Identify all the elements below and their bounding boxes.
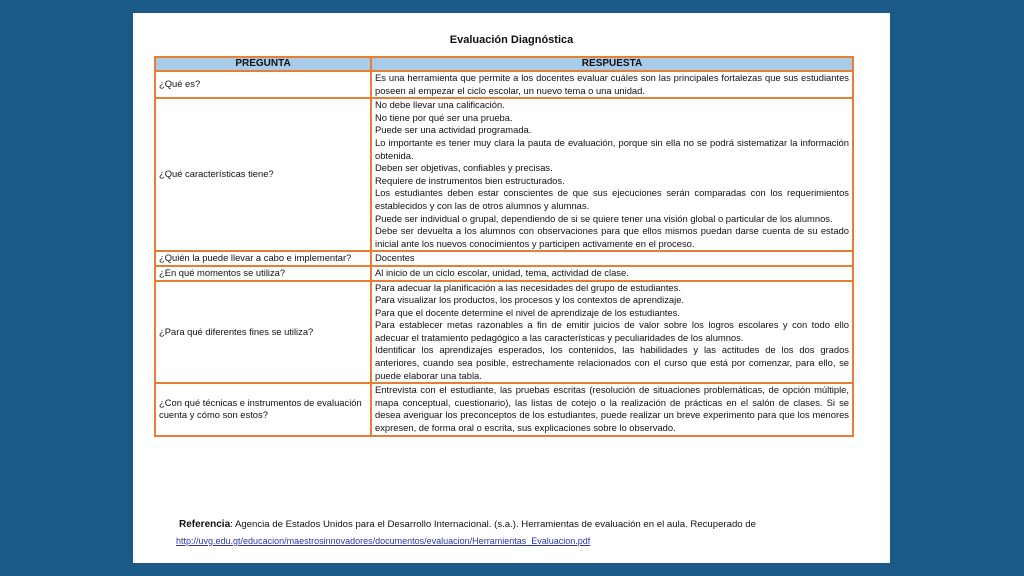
answer-line: No tiene por qué ser una prueba. bbox=[375, 111, 513, 123]
answer-cell bbox=[371, 71, 853, 98]
question-cell: ¿Con qué técnicas e instrumentos de evaluación cuenta y cómo son estos? bbox=[155, 383, 371, 435]
table-row bbox=[155, 98, 853, 251]
answer-cell bbox=[371, 98, 853, 251]
table-row bbox=[155, 383, 853, 435]
answer-line: Para que el docente determine el nivel de aprendizaje de los estudiantes. bbox=[375, 306, 680, 318]
answer-line: Para establecer metas razonables a fin de emitir juicios de valor sobre los logros escolares y con todo ello adecuar el tratamiento pedagógico a las características y peculiaridades de los alumnos. bbox=[375, 319, 849, 343]
question-cell: ¿En qué momentos se utiliza? bbox=[155, 266, 371, 281]
answer-line: Debe ser devuelta a los alumnos con observaciones para que ellos mismos puedan darse cuenta de su estado inicial ante los nuevos conocimientos y participen activamente en el proceso. bbox=[375, 225, 849, 249]
document-title: Evaluación Diagnóstica bbox=[449, 34, 574, 46]
header-pregunta: PREGUNTA bbox=[155, 57, 371, 71]
answer-line: Deben ser objetivas, confiables y precisas. bbox=[375, 162, 553, 174]
table-row bbox=[155, 281, 853, 384]
answer-line: Puede ser una actividad programada. bbox=[375, 124, 532, 136]
answer-line: Los estudiantes deben estar conscientes de que sus ejecuciones serán comparadas con los requerimientos establecidos y con las de otros alumnos y alumnas. bbox=[375, 187, 849, 211]
question-cell: ¿Para qué diferentes fines se utiliza? bbox=[155, 281, 371, 384]
question-cell: ¿Qué características tiene? bbox=[155, 98, 371, 251]
reference bbox=[179, 519, 756, 530]
question-cell: ¿Quién la puede llevar a cabo e implementar? bbox=[155, 251, 371, 266]
answer-line: Lo importante es tener muy clara la pauta de evaluación, porque sin ella no se podrá sistematizar la información obtenida. bbox=[375, 136, 849, 161]
table-row bbox=[155, 71, 853, 98]
answer-cell bbox=[371, 383, 853, 435]
reference-label: Referencia bbox=[179, 519, 231, 530]
answer-line: Docentes bbox=[375, 252, 415, 264]
answer-line: Para visualizar los productos, los procesos y los contextos de aprendizaje. bbox=[375, 294, 685, 306]
question-cell: ¿Qué es? bbox=[155, 71, 371, 98]
answer-line: Requiere de instrumentos bien estructurados. bbox=[375, 174, 565, 186]
answer-cell bbox=[371, 251, 853, 266]
answer-line: Puede ser individual o grupal, dependiendo de si se quiere tener una visión global o particular de los alumnos. bbox=[375, 212, 833, 224]
header-respuesta: RESPUESTA bbox=[371, 57, 853, 71]
reference-text: : Agencia de Estados Unidos para el Desarrollo Internacional. (s.a.). Herramientas de evaluación en el aula. Recuperado de bbox=[230, 519, 756, 530]
table-header-row bbox=[155, 57, 853, 71]
answer-line: No debe llevar una calificación. bbox=[375, 99, 505, 111]
table-row bbox=[155, 251, 853, 266]
document-page bbox=[133, 13, 890, 563]
answer-line: Para adecuar la planificación a las necesidades del grupo de estudiantes. bbox=[375, 281, 681, 293]
answer-line: Al inicio de un ciclo escolar, unidad, tema, actividad de clase. bbox=[375, 266, 629, 278]
answer-cell bbox=[371, 266, 853, 281]
reference-link[interactable]: http://uvg.edu.gt/educacion/maestrosinnovadores/documentos/evaluacion/Herramientas_Evaluacion.pdf bbox=[176, 536, 591, 546]
table-row bbox=[155, 266, 853, 281]
answer-line: Identificar los aprendizajes esperados, los contenidos, las habilidades y las actitudes de los dos grados anteriores, cuando sea posible, estrechamente relacionados con el curso que está por comenzar, para ello, se puede elaborar una tabla. bbox=[375, 344, 849, 381]
table-body bbox=[155, 71, 853, 436]
answer-line: Entrevista con el estudiante, las pruebas escritas (resolución de situaciones problemáticas, de opción múltiple, mapa conceptual, cuestionario), las listas de cotejo o la realización de prácticas en el salón de clases. Si se desea averiguar los preconceptos de los estudiantes, puede realizar un breve experimento para que los menores expresen, de forma oral o escrita, sus explicaciones sobre lo observado. bbox=[375, 384, 849, 434]
qa-table bbox=[154, 56, 854, 437]
answer-line: Es una herramienta que permite a los docentes evaluar cuáles son las principales fortalezas que sus estudiantes poseen al empezar el ciclo escolar, un nuevo tema o una unidad. bbox=[375, 72, 849, 96]
answer-cell bbox=[371, 281, 853, 384]
